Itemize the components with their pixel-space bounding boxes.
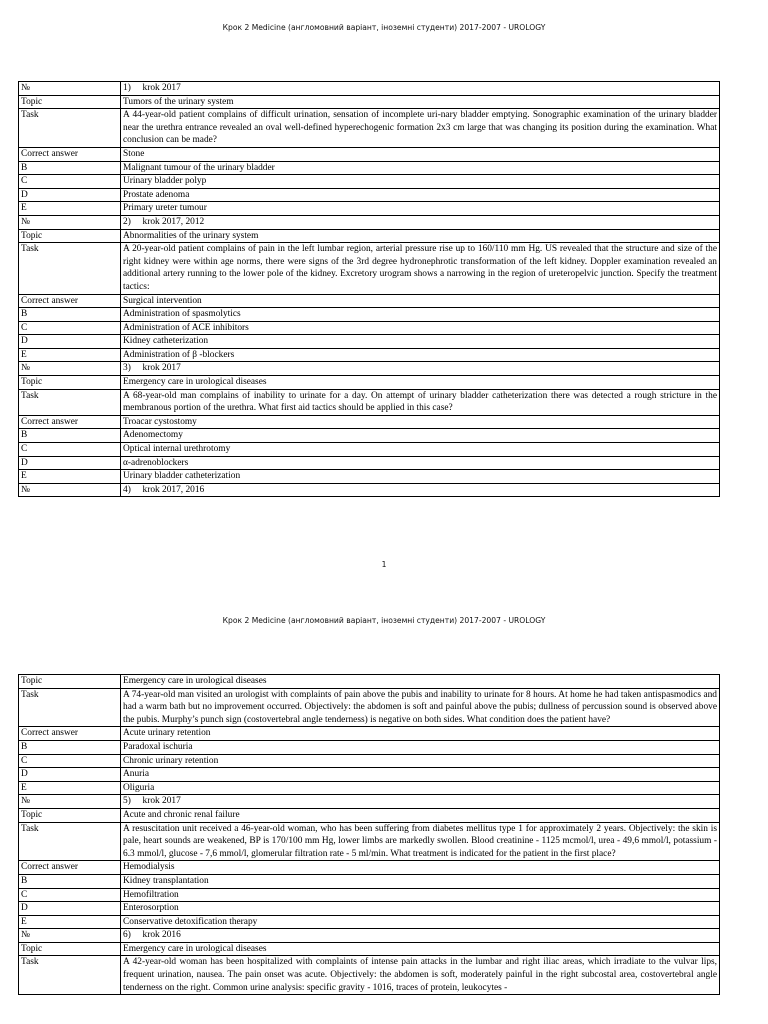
option-c-label: C bbox=[19, 321, 121, 335]
table-row bbox=[19, 109, 720, 148]
topic-value: Abnormalities of the urinary system bbox=[121, 229, 720, 243]
option-d-value: α-adrenoblockers bbox=[121, 456, 720, 470]
option-e-label: E bbox=[19, 915, 121, 929]
table-row bbox=[19, 215, 720, 229]
option-d-value: Anuria bbox=[121, 768, 720, 782]
option-e-label: E bbox=[19, 202, 121, 216]
option-c-label: C bbox=[19, 888, 121, 902]
option-c-label: C bbox=[19, 443, 121, 457]
option-c-value: Urinary bladder polyp bbox=[121, 175, 720, 189]
table-row bbox=[19, 321, 720, 335]
option-b-value: Adenomectomy bbox=[121, 429, 720, 443]
option-b-value: Malignant tumour of the urinary bladder bbox=[121, 161, 720, 175]
task-label: Task bbox=[19, 688, 121, 727]
table-row bbox=[19, 376, 720, 390]
task-text: A 44-year-old patient complains of difficult urination, sensation of incomplete uri-nary bladder emptying. Sonographic examination of the urinary bladder near the urethra entrance revealed an oval well-defined hyperechogenic formation 2x3 cm large that was changing its position during the examination. What conclusion can be made? bbox=[121, 109, 720, 148]
table-row bbox=[19, 754, 720, 768]
option-d-value: Kidney catheterization bbox=[121, 335, 720, 349]
table-row bbox=[19, 727, 720, 741]
option-b-label: B bbox=[19, 308, 121, 322]
correct-answer-label: Correct answer bbox=[19, 861, 121, 875]
table-row bbox=[19, 308, 720, 322]
option-d-label: D bbox=[19, 188, 121, 202]
table-row bbox=[19, 675, 720, 689]
task-text: A 42-year-old woman has been hospitalized with complaints of intense pain attacks in the lumbar and right iliac areas, which irradiate to the vulvar lips, frequent urination, nausea. The pain onset was acute. Objectively: the abdomen is soft, moderately painful in the right subcostal area, costovertebral angle tenderness on the right. Common urine analysis: specific gravity - 1016, traces of protein, leukocytes - bbox=[121, 956, 720, 995]
correct-answer-label: Correct answer bbox=[19, 727, 121, 741]
table-row bbox=[19, 362, 720, 376]
questions-table-page-1 bbox=[18, 81, 720, 497]
option-b-label: B bbox=[19, 161, 121, 175]
task-text: A 68-year-old man complains of inability to urinate for a day. On attempt of urinary bladder catheterization there was detected a rough stricture in the membranous portion of the urethra. What first aid tactics should be applied in this case? bbox=[121, 389, 720, 415]
option-c-value: Optical internal urethrotomy bbox=[121, 443, 720, 457]
question-number: 5) krok 2017 bbox=[121, 795, 720, 809]
table-row bbox=[19, 808, 720, 822]
option-c-value: Chronic urinary retention bbox=[121, 754, 720, 768]
option-e-value: Administration of β -blockers bbox=[121, 348, 720, 362]
option-d-label: D bbox=[19, 335, 121, 349]
task-label: Task bbox=[19, 109, 121, 148]
table-row bbox=[19, 82, 720, 96]
topic-label: Topic bbox=[19, 808, 121, 822]
correct-answer-value: Surgical intervention bbox=[121, 294, 720, 308]
table-row bbox=[19, 294, 720, 308]
topic-label: Topic bbox=[19, 675, 121, 689]
number-label: № bbox=[19, 82, 121, 96]
option-b-label: B bbox=[19, 874, 121, 888]
table-row bbox=[19, 188, 720, 202]
topic-value: Tumors of the urinary system bbox=[121, 95, 720, 109]
option-b-value: Kidney transplantation bbox=[121, 874, 720, 888]
table-row bbox=[19, 902, 720, 916]
correct-answer-value: Hemodialysis bbox=[121, 861, 720, 875]
correct-answer-value: Troacar cystostomy bbox=[121, 415, 720, 429]
topic-value: Acute and chronic renal failure bbox=[121, 808, 720, 822]
task-label: Task bbox=[19, 389, 121, 415]
table-row bbox=[19, 795, 720, 809]
questions-table-page-2 bbox=[18, 674, 720, 995]
page-number: 1 bbox=[381, 560, 387, 569]
option-d-value: Enterosorption bbox=[121, 902, 720, 916]
table-row bbox=[19, 202, 720, 216]
question-number: 1) krok 2017 bbox=[121, 82, 720, 96]
option-e-value: Conservative detoxification therapy bbox=[121, 915, 720, 929]
table-row bbox=[19, 429, 720, 443]
question-number: 6) krok 2016 bbox=[121, 929, 720, 943]
option-c-value: Administration of ACE inhibitors bbox=[121, 321, 720, 335]
number-label: № bbox=[19, 362, 121, 376]
option-b-label: B bbox=[19, 429, 121, 443]
option-b-value: Administration of spasmolytics bbox=[121, 308, 720, 322]
topic-label: Topic bbox=[19, 95, 121, 109]
table-row bbox=[19, 443, 720, 457]
table-row bbox=[19, 929, 720, 943]
table-row bbox=[19, 161, 720, 175]
number-label: № bbox=[19, 215, 121, 229]
option-d-label: D bbox=[19, 902, 121, 916]
number-label: № bbox=[19, 483, 121, 497]
option-e-label: E bbox=[19, 781, 121, 795]
table-row bbox=[19, 456, 720, 470]
option-c-label: C bbox=[19, 754, 121, 768]
task-text: A 74-year-old man visited an urologist with complaints of pain above the pubis and inability to urinate for 8 hours. At home he had taken antispasmodics and had a warm bath but no improvement occurred. Objectively: the abdomen is soft and painful above the pubis; dullness of percussion sound is observed above the pubis. Murphy’s punch sign (costovertebral angle tenderness) is negative on both sides. What condition does the patient have? bbox=[121, 688, 720, 727]
question-number: 2) krok 2017, 2012 bbox=[121, 215, 720, 229]
option-b-value: Paradoxal ischuria bbox=[121, 740, 720, 754]
table-row bbox=[19, 243, 720, 294]
page-header: Крок 2 Medicine (англомовний варіант, іноземні студенти) 2017-2007 - UROLOGY bbox=[222, 616, 546, 625]
topic-label: Topic bbox=[19, 376, 121, 390]
correct-answer-label: Correct answer bbox=[19, 147, 121, 161]
table-row bbox=[19, 147, 720, 161]
table-row bbox=[19, 175, 720, 189]
table-row bbox=[19, 415, 720, 429]
option-d-value: Prostate adenoma bbox=[121, 188, 720, 202]
page-header: Крок 2 Medicine (англомовний варіант, іноземні студенти) 2017-2007 - UROLOGY bbox=[222, 23, 546, 32]
correct-answer-value: Acute urinary retention bbox=[121, 727, 720, 741]
table-row bbox=[19, 740, 720, 754]
task-text: A 20-year-old patient complains of pain in the left lumbar region, arterial pressure rise up to 160/110 mm Hg. US revealed that the structure and size of the right kidney were within age norms, there were signs of the 3rd degree hydronephrotic transformation of the left kidney. Doppler examination revealed an additional artery running to the lower pole of the kidney. Excretory urogram shows a narrowing in the region of ureteropelvic junction. Specify the treatment tactics: bbox=[121, 243, 720, 294]
option-d-label: D bbox=[19, 768, 121, 782]
table-row bbox=[19, 915, 720, 929]
table-row bbox=[19, 874, 720, 888]
correct-answer-label: Correct answer bbox=[19, 415, 121, 429]
table-row bbox=[19, 861, 720, 875]
topic-label: Topic bbox=[19, 942, 121, 956]
table-row bbox=[19, 483, 720, 497]
table-row bbox=[19, 956, 720, 995]
table-row bbox=[19, 822, 720, 861]
option-e-label: E bbox=[19, 348, 121, 362]
option-c-value: Hemofiltration bbox=[121, 888, 720, 902]
question-number: 4) krok 2017, 2016 bbox=[121, 483, 720, 497]
table-row bbox=[19, 470, 720, 484]
topic-value: Emergency care in urological diseases bbox=[121, 942, 720, 956]
table-row bbox=[19, 95, 720, 109]
topic-value: Emergency care in urological diseases bbox=[121, 675, 720, 689]
number-label: № bbox=[19, 929, 121, 943]
table-row bbox=[19, 768, 720, 782]
task-text: A resuscitation unit received a 46-year-old woman, who has been suffering from diabetes mellitus type 1 for approximately 2 years. Objectively: the skin is pale, heart sounds are weakened, BP is 170/100 mm Hg, lower limbs are markedly swollen. Blood creatinine - 1125 mcmol/l, urea - 49,6 mmol/l, potassium - 6.3 mmol/l, glucose - 7,6 mmol/l, glomerular filtration rate - 5 ml/min. What treatment is indicated for the patient in the first place? bbox=[121, 822, 720, 861]
option-e-label: E bbox=[19, 470, 121, 484]
table-row bbox=[19, 781, 720, 795]
table-row bbox=[19, 888, 720, 902]
correct-answer-value: Stone bbox=[121, 147, 720, 161]
option-d-label: D bbox=[19, 456, 121, 470]
task-label: Task bbox=[19, 822, 121, 861]
option-c-label: C bbox=[19, 175, 121, 189]
table-row bbox=[19, 348, 720, 362]
topic-value: Emergency care in urological diseases bbox=[121, 376, 720, 390]
option-e-value: Oliguria bbox=[121, 781, 720, 795]
task-label: Task bbox=[19, 956, 121, 995]
table-row bbox=[19, 335, 720, 349]
task-label: Task bbox=[19, 243, 121, 294]
option-e-value: Primary ureter tumour bbox=[121, 202, 720, 216]
option-b-label: B bbox=[19, 740, 121, 754]
number-label: № bbox=[19, 795, 121, 809]
table-row bbox=[19, 688, 720, 727]
correct-answer-label: Correct answer bbox=[19, 294, 121, 308]
option-e-value: Urinary bladder catheterization bbox=[121, 470, 720, 484]
table-row bbox=[19, 389, 720, 415]
table-row bbox=[19, 229, 720, 243]
table-row bbox=[19, 942, 720, 956]
question-number: 3) krok 2017 bbox=[121, 362, 720, 376]
topic-label: Topic bbox=[19, 229, 121, 243]
